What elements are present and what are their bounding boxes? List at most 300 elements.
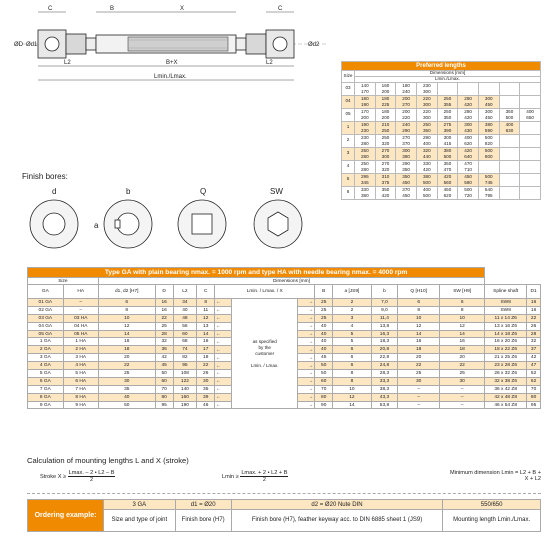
preferred-length-cell xyxy=(375,121,396,134)
preferred-lmin: 350 xyxy=(443,160,452,166)
table-cell: 46 x 54 Z8 xyxy=(485,401,527,409)
preferred-length-cell xyxy=(416,121,437,134)
table-cell: 48 xyxy=(173,314,197,322)
table-cell: 5 GA xyxy=(28,370,64,378)
dimension-table xyxy=(27,267,541,409)
table-cell: 43,3 xyxy=(371,393,398,401)
table-cell: 22 xyxy=(527,314,541,322)
preferred-lmax: 350 xyxy=(402,166,410,172)
arrow-right-icon: → xyxy=(298,306,315,314)
column-header: L2 xyxy=(173,285,197,299)
preferred-length-cell xyxy=(396,160,417,173)
formula-lmin-den: 2 xyxy=(262,477,266,484)
preferred-size-cell: 2 xyxy=(342,134,355,147)
preferred-size-cell: 05 xyxy=(342,108,355,121)
table-cell: 14 xyxy=(333,401,372,409)
preferred-lmax: 380 xyxy=(360,192,369,198)
preferred-length-cell xyxy=(396,147,417,160)
arrow-left-icon: ← xyxy=(215,393,232,401)
table-cell: 52 xyxy=(527,370,541,378)
preferred-lmax: 200 xyxy=(360,114,369,120)
preferred-lmax: 300 xyxy=(422,88,431,94)
preferred-length-cell xyxy=(499,108,520,121)
preferred-lmin: 500 xyxy=(484,134,493,140)
table-cell: 22 xyxy=(155,314,173,322)
order-value-size: 3 GA xyxy=(104,500,176,510)
dim-d1: Ød1 xyxy=(26,42,38,48)
preferred-lmin: 270 xyxy=(402,134,410,140)
calculation-title: Calculation of mounting lengths L and X (stroke) xyxy=(27,456,189,465)
arrow-left-icon: ← xyxy=(215,401,232,409)
preferred-length-cell xyxy=(396,173,417,186)
table-cell: 25 xyxy=(315,299,333,307)
table-cell: 4 GA xyxy=(28,362,64,370)
table-cell: 6 xyxy=(440,299,485,307)
preferred-lmax: 370 xyxy=(402,140,410,146)
preferred-length-cell xyxy=(458,160,479,173)
table-cell: 16 xyxy=(197,338,215,346)
preferred-length-cell xyxy=(437,134,458,147)
preferred-length-cell xyxy=(375,95,396,108)
table-cell: 68 xyxy=(173,338,197,346)
table-cell: 82 xyxy=(173,354,197,362)
preferred-lmax: 345 xyxy=(360,179,369,185)
preferred-length-cell xyxy=(499,147,520,160)
preferred-lmax: 300 xyxy=(422,101,431,107)
preferred-lmax: 500 xyxy=(443,153,452,159)
table-cell: 12 xyxy=(440,322,485,330)
preferred-length-cell xyxy=(416,82,437,95)
preferred-length-cell xyxy=(416,147,437,160)
table-cell: 11,4 xyxy=(371,314,398,322)
table-cell: 60 xyxy=(315,377,333,385)
preferred-lmax: 650 xyxy=(526,114,534,120)
table-cell: 10 xyxy=(333,385,372,393)
preferred-length-cell xyxy=(437,95,458,108)
dim-d-outer: ØD xyxy=(14,42,23,48)
bore-type-sw: SW xyxy=(270,187,283,196)
preferred-length-cell xyxy=(499,173,520,186)
table-cell: 9 GA xyxy=(28,401,64,409)
arrow-right-icon: → xyxy=(298,299,315,307)
table-cell: 24,8 xyxy=(371,362,398,370)
arrow-right-icon: → xyxy=(298,314,315,322)
table-cell: – xyxy=(440,401,485,409)
preferred-lmin: 160 xyxy=(381,82,390,88)
preferred-lmax: 640 xyxy=(464,153,472,159)
preferred-row xyxy=(342,173,541,186)
table-cell: 90 xyxy=(315,401,333,409)
order-value-d2: d2 = Ø20 Nute DIN xyxy=(231,500,443,510)
table-cell: 18 xyxy=(398,346,440,354)
arrow-right-icon: → xyxy=(298,385,315,393)
preferred-lmax: 450 xyxy=(402,192,410,198)
table-cell: 13 xyxy=(197,322,215,330)
table-cell: 22 xyxy=(197,362,215,370)
preferred-lmax: 350 xyxy=(422,127,431,133)
preferred-row xyxy=(342,186,541,199)
preferred-lmax: 450 xyxy=(402,179,410,185)
table-cell: 40 xyxy=(98,393,155,401)
arrow-left-icon: ← xyxy=(215,362,232,370)
table-cell: 10 xyxy=(98,314,155,322)
preferred-size-cell: 6 xyxy=(342,186,355,199)
preferred-length-cell xyxy=(416,186,437,199)
column-headers xyxy=(28,285,541,299)
table-cell: 22,8 xyxy=(371,354,398,362)
table-cell: 1 GA xyxy=(28,338,64,346)
preferred-lmax: 620 xyxy=(464,140,472,146)
table-cell: 20,8 xyxy=(371,346,398,354)
preferred-length-cell xyxy=(478,134,499,147)
preferred-lengths-table xyxy=(341,61,541,200)
preferred-lmin: 400 xyxy=(422,186,431,192)
table-cell: 50 xyxy=(315,362,333,370)
arrow-right-icon: → xyxy=(298,338,315,346)
preferred-size-cell: 3 xyxy=(342,147,355,160)
preferred-lmin: 170 xyxy=(360,108,369,114)
preferred-row xyxy=(342,95,541,108)
preferred-lmax: 560 xyxy=(443,179,452,185)
column-header: GA xyxy=(28,285,64,299)
dim-c-left: C xyxy=(48,6,53,12)
arrow-right-icon: → xyxy=(298,330,315,338)
preferred-lmax: 350 xyxy=(443,114,452,120)
table-cell: 10 xyxy=(398,314,440,322)
table-cell: 47 xyxy=(527,362,541,370)
arrow-right-icon: → xyxy=(298,370,315,378)
table-cell: 39 xyxy=(197,393,215,401)
preferred-size-cell: 04 xyxy=(342,95,355,108)
preferred-lmax: 380 xyxy=(402,153,410,159)
preferred-lmin: 300 xyxy=(484,95,493,101)
arrow-right-icon: → xyxy=(298,393,315,401)
preferred-row xyxy=(342,108,541,121)
table-cell: 8 xyxy=(197,299,215,307)
preferred-lmin: 470 xyxy=(464,160,472,166)
preferred-lmin: 180 xyxy=(360,95,369,101)
formula-lmin xyxy=(222,470,288,483)
preferred-length-cell xyxy=(520,121,541,134)
preferred-lmin: 250 xyxy=(360,160,369,166)
preferred-lmax: 620 xyxy=(443,192,452,198)
table-cell: 5 xyxy=(333,338,372,346)
arrow-left-icon: ← xyxy=(215,314,232,322)
table-cell: 25 xyxy=(98,370,155,378)
formula-lmin-num: Lmax. + 2 • L2 + B xyxy=(241,470,288,476)
table-cell: 6 HA xyxy=(63,377,98,385)
table-cell: – xyxy=(63,306,98,314)
table-cell: 12 xyxy=(398,322,440,330)
preferred-length-cell xyxy=(355,134,376,147)
preferred-length-cell xyxy=(355,82,376,95)
preferred-length-cell xyxy=(437,160,458,173)
preferred-size-cell: 4 xyxy=(342,160,355,173)
preferred-lmin: 295 xyxy=(360,173,369,179)
table-cell: – xyxy=(63,299,98,307)
preferred-length-cell xyxy=(416,134,437,147)
preferred-length-cell xyxy=(355,121,376,134)
table-cell: 6 xyxy=(333,362,372,370)
preferred-length-cell xyxy=(520,82,541,95)
dim-b: B xyxy=(110,6,115,12)
preferred-lmin: 180 xyxy=(381,95,390,101)
table-cell: 40 xyxy=(173,306,197,314)
spec-line: by the xyxy=(258,344,271,350)
dimension-table-title: Type GA with plain bearing nmax. = 1000 rpm and type HA with needle bearing nmax. = 4000 rpm xyxy=(28,268,485,278)
table-cell: 45 xyxy=(315,354,333,362)
preferred-lmin: 240 xyxy=(402,121,410,127)
arrow-left-icon: ← xyxy=(215,370,232,378)
preferred-length-cell xyxy=(416,108,437,121)
preferred-length-cell xyxy=(375,147,396,160)
preferred-length-cell xyxy=(520,186,541,199)
table-cell: 70 xyxy=(155,385,173,393)
preferred-lmax: 580 xyxy=(464,179,472,185)
preferred-lmax: 390 xyxy=(443,127,452,133)
table-cell: – xyxy=(398,401,440,409)
dim-bx: B+X xyxy=(166,60,178,66)
preferred-lmin: 330 xyxy=(422,160,431,166)
order-desc-size: Size and type of joint xyxy=(104,510,176,532)
preferred-lmax: 500 xyxy=(422,179,431,185)
column-header: b xyxy=(371,285,398,299)
table-cell: 8 HA xyxy=(63,393,98,401)
table-cell: 33,3 xyxy=(371,377,398,385)
preferred-length-cell xyxy=(375,186,396,199)
preferred-lmax: 710 xyxy=(464,166,472,172)
table-cell: 21 x 25 Z6 xyxy=(485,354,527,362)
preferred-lmin: 350 xyxy=(381,186,390,192)
preferred-length-cell xyxy=(499,82,520,95)
preferred-lmin: 500 xyxy=(464,186,472,192)
order-desc-length: Mounting length Lmin./Lmax. xyxy=(443,510,541,532)
dim-x: X xyxy=(180,6,185,12)
preferred-length-cell xyxy=(478,108,499,121)
table-cell: 60 xyxy=(155,377,173,385)
preferred-lmin: 310 xyxy=(381,173,390,179)
table-cell: 26 xyxy=(527,322,541,330)
table-cell: 16 xyxy=(155,306,173,314)
table-cell: 4 xyxy=(333,322,372,330)
preferred-lmax: 420 xyxy=(464,101,472,107)
preferred-lmin: 380 xyxy=(484,121,493,127)
preferred-length-cell xyxy=(437,82,458,95)
table-row xyxy=(28,299,541,307)
table-cell: 30 xyxy=(197,377,215,385)
preferred-lmin: 250 xyxy=(360,147,369,153)
preferred-length-cell xyxy=(396,121,417,134)
table-cell: 95 xyxy=(173,362,197,370)
preferred-length-cell xyxy=(458,95,479,108)
table-cell: 16 xyxy=(98,338,155,346)
preferred-lmax: 320 xyxy=(381,140,390,146)
preferred-lmax: 450 xyxy=(484,114,493,120)
table-cell: 6 xyxy=(98,299,155,307)
preferred-lmin: 540 xyxy=(484,186,493,192)
table-cell: 62 xyxy=(527,377,541,385)
preferred-length-cell xyxy=(375,173,396,186)
table-cell: 20 xyxy=(440,354,485,362)
table-cell: 3 HA xyxy=(63,354,98,362)
preferred-lmin: 400 xyxy=(526,108,534,114)
preferred-dims-header: Dimensions [mm] xyxy=(355,71,541,77)
table-cell: 14 xyxy=(398,330,440,338)
preferred-lmin-lmax-header: Lmin./Lmax. xyxy=(355,76,541,82)
table-cell: 8 xyxy=(333,377,372,385)
preferred-size-cell: 03 xyxy=(342,82,355,95)
preferred-length-cell xyxy=(520,147,541,160)
arrow-left-icon: ← xyxy=(215,299,232,307)
table-cell: 53,8 xyxy=(371,401,398,409)
preferred-length-cell xyxy=(499,121,520,134)
preferred-length-cell xyxy=(478,186,499,199)
preferred-length-cell xyxy=(416,160,437,173)
table-cell: – xyxy=(440,385,485,393)
preferred-lmin: 275 xyxy=(443,121,452,127)
table-cell: SW8 xyxy=(485,306,527,314)
table-cell: 28,3 xyxy=(371,370,398,378)
table-cell: 9,0 xyxy=(371,306,398,314)
table-cell: 36 x 42 Z8 xyxy=(485,385,527,393)
preferred-lmax: 470 xyxy=(443,166,452,172)
preferred-lmin: 180 xyxy=(381,108,390,114)
table-cell: 70 xyxy=(315,385,333,393)
preferred-lmin: 280 xyxy=(464,95,472,101)
bore-type-b: b xyxy=(126,187,131,196)
specified-by-customer-note xyxy=(232,299,298,409)
table-cell: 74 xyxy=(173,346,197,354)
table-cell: 108 xyxy=(173,370,197,378)
table-cell: 16 xyxy=(527,306,541,314)
preferred-length-cell xyxy=(458,173,479,186)
preferred-lmax: 190 xyxy=(360,101,369,107)
table-cell: 40 xyxy=(315,322,333,330)
divider xyxy=(27,493,541,494)
table-cell: 01 GA xyxy=(28,299,64,307)
arrow-left-icon: ← xyxy=(215,322,232,330)
table-cell: 95 xyxy=(527,401,541,409)
table-cell: 45 xyxy=(155,362,173,370)
preferred-length-cell xyxy=(520,160,541,173)
arrow-left-icon: ← xyxy=(215,346,232,354)
table-cell: 40 xyxy=(315,330,333,338)
table-cell: 95 xyxy=(155,401,173,409)
preferred-lmax: 795 xyxy=(484,192,493,198)
spec-line: as specified xyxy=(252,338,277,344)
preferred-length-cell xyxy=(396,108,417,121)
preferred-lmin: 250 xyxy=(381,134,390,140)
table-cell: 42 xyxy=(155,354,173,362)
preferred-lmin: 210 xyxy=(381,121,390,127)
preferred-length-cell xyxy=(355,173,376,186)
table-cell: 42 x 48 Z8 xyxy=(485,393,527,401)
preferred-length-cell xyxy=(437,108,458,121)
preferred-lmin: 300 xyxy=(402,147,410,153)
preferred-length-cell xyxy=(355,147,376,160)
finish-bores-label: Finish bores: xyxy=(22,172,68,181)
preferred-length-cell xyxy=(355,108,376,121)
column-header: Spline shaft xyxy=(485,285,527,299)
preferred-lmax: 440 xyxy=(422,153,431,159)
preferred-lmax: 430 xyxy=(464,127,472,133)
table-cell: 2 xyxy=(333,306,372,314)
preferred-length-cell xyxy=(520,173,541,186)
preferred-length-cell xyxy=(375,108,396,121)
preferred-length-cell xyxy=(499,186,520,199)
table-cell: 18,3 xyxy=(371,338,398,346)
preferred-lmax: 320 xyxy=(381,166,390,172)
table-cell: 122 xyxy=(173,377,197,385)
column-header: D xyxy=(155,285,173,299)
formula-stroke-left: Stroke X ≥ xyxy=(40,474,67,481)
table-cell: 04 HA xyxy=(63,322,98,330)
table-cell: 02 GA xyxy=(28,306,64,314)
table-cell: 7 GA xyxy=(28,385,64,393)
preferred-length-cell xyxy=(478,82,499,95)
preferred-lmax: 745 xyxy=(484,179,493,185)
table-cell: 14 xyxy=(440,330,485,338)
table-cell: 140 xyxy=(173,385,197,393)
preferred-length-cell xyxy=(396,186,417,199)
preferred-size-cell: 5 xyxy=(342,173,355,186)
preferred-lmax: 420 xyxy=(422,166,431,172)
preferred-length-cell xyxy=(478,121,499,134)
arrow-left-icon: ← xyxy=(215,330,232,338)
table-cell: 3 GA xyxy=(28,354,64,362)
preferred-length-cell xyxy=(458,108,479,121)
preferred-lmax: 420 xyxy=(464,114,472,120)
preferred-lmin: 270 xyxy=(381,160,390,166)
preferred-lmax: 300 xyxy=(422,114,431,120)
table-cell: 18 x 22 Z6 xyxy=(485,346,527,354)
table-cell: 14 xyxy=(197,330,215,338)
preferred-lmax: 280 xyxy=(360,153,369,159)
preferred-length-cell xyxy=(478,160,499,173)
preferred-length-cell xyxy=(458,186,479,199)
preferred-length-cell xyxy=(499,134,520,147)
preferred-lengths-body xyxy=(342,82,541,199)
table-cell: 22 xyxy=(98,362,155,370)
preferred-lmax: 500 xyxy=(422,192,431,198)
dimensions-header: Dimensions [mm] xyxy=(98,278,484,285)
table-cell: 35 xyxy=(197,385,215,393)
formula-stroke-num: Lmax. – 2 • L2 – B xyxy=(68,470,115,476)
preferred-lmax: 800 xyxy=(484,153,493,159)
preferred-length-cell xyxy=(416,173,437,186)
preferred-lmin: 320 xyxy=(422,147,431,153)
preferred-length-cell xyxy=(478,147,499,160)
preferred-lmax: 240 xyxy=(402,88,410,94)
preferred-length-cell xyxy=(396,95,417,108)
preferred-lmin: 380 xyxy=(422,173,431,179)
table-cell: 3 xyxy=(333,314,372,322)
table-cell: 2 HA xyxy=(63,346,98,354)
table-cell: 80 xyxy=(155,393,173,401)
preferred-size-header: Size xyxy=(342,71,355,83)
table-cell: 40 xyxy=(315,346,333,354)
table-cell: 36 xyxy=(155,346,173,354)
table-cell: 20 xyxy=(98,354,155,362)
preferred-length-cell xyxy=(396,134,417,147)
preferred-lmin: 420 xyxy=(464,147,472,153)
table-cell: 30 xyxy=(398,377,440,385)
table-cell: 16,3 xyxy=(371,330,398,338)
arrow-right-icon: → xyxy=(298,377,315,385)
table-cell: 04 GA xyxy=(28,322,64,330)
arrow-right-icon: → xyxy=(298,362,315,370)
preferred-lmin: 500 xyxy=(484,147,493,153)
